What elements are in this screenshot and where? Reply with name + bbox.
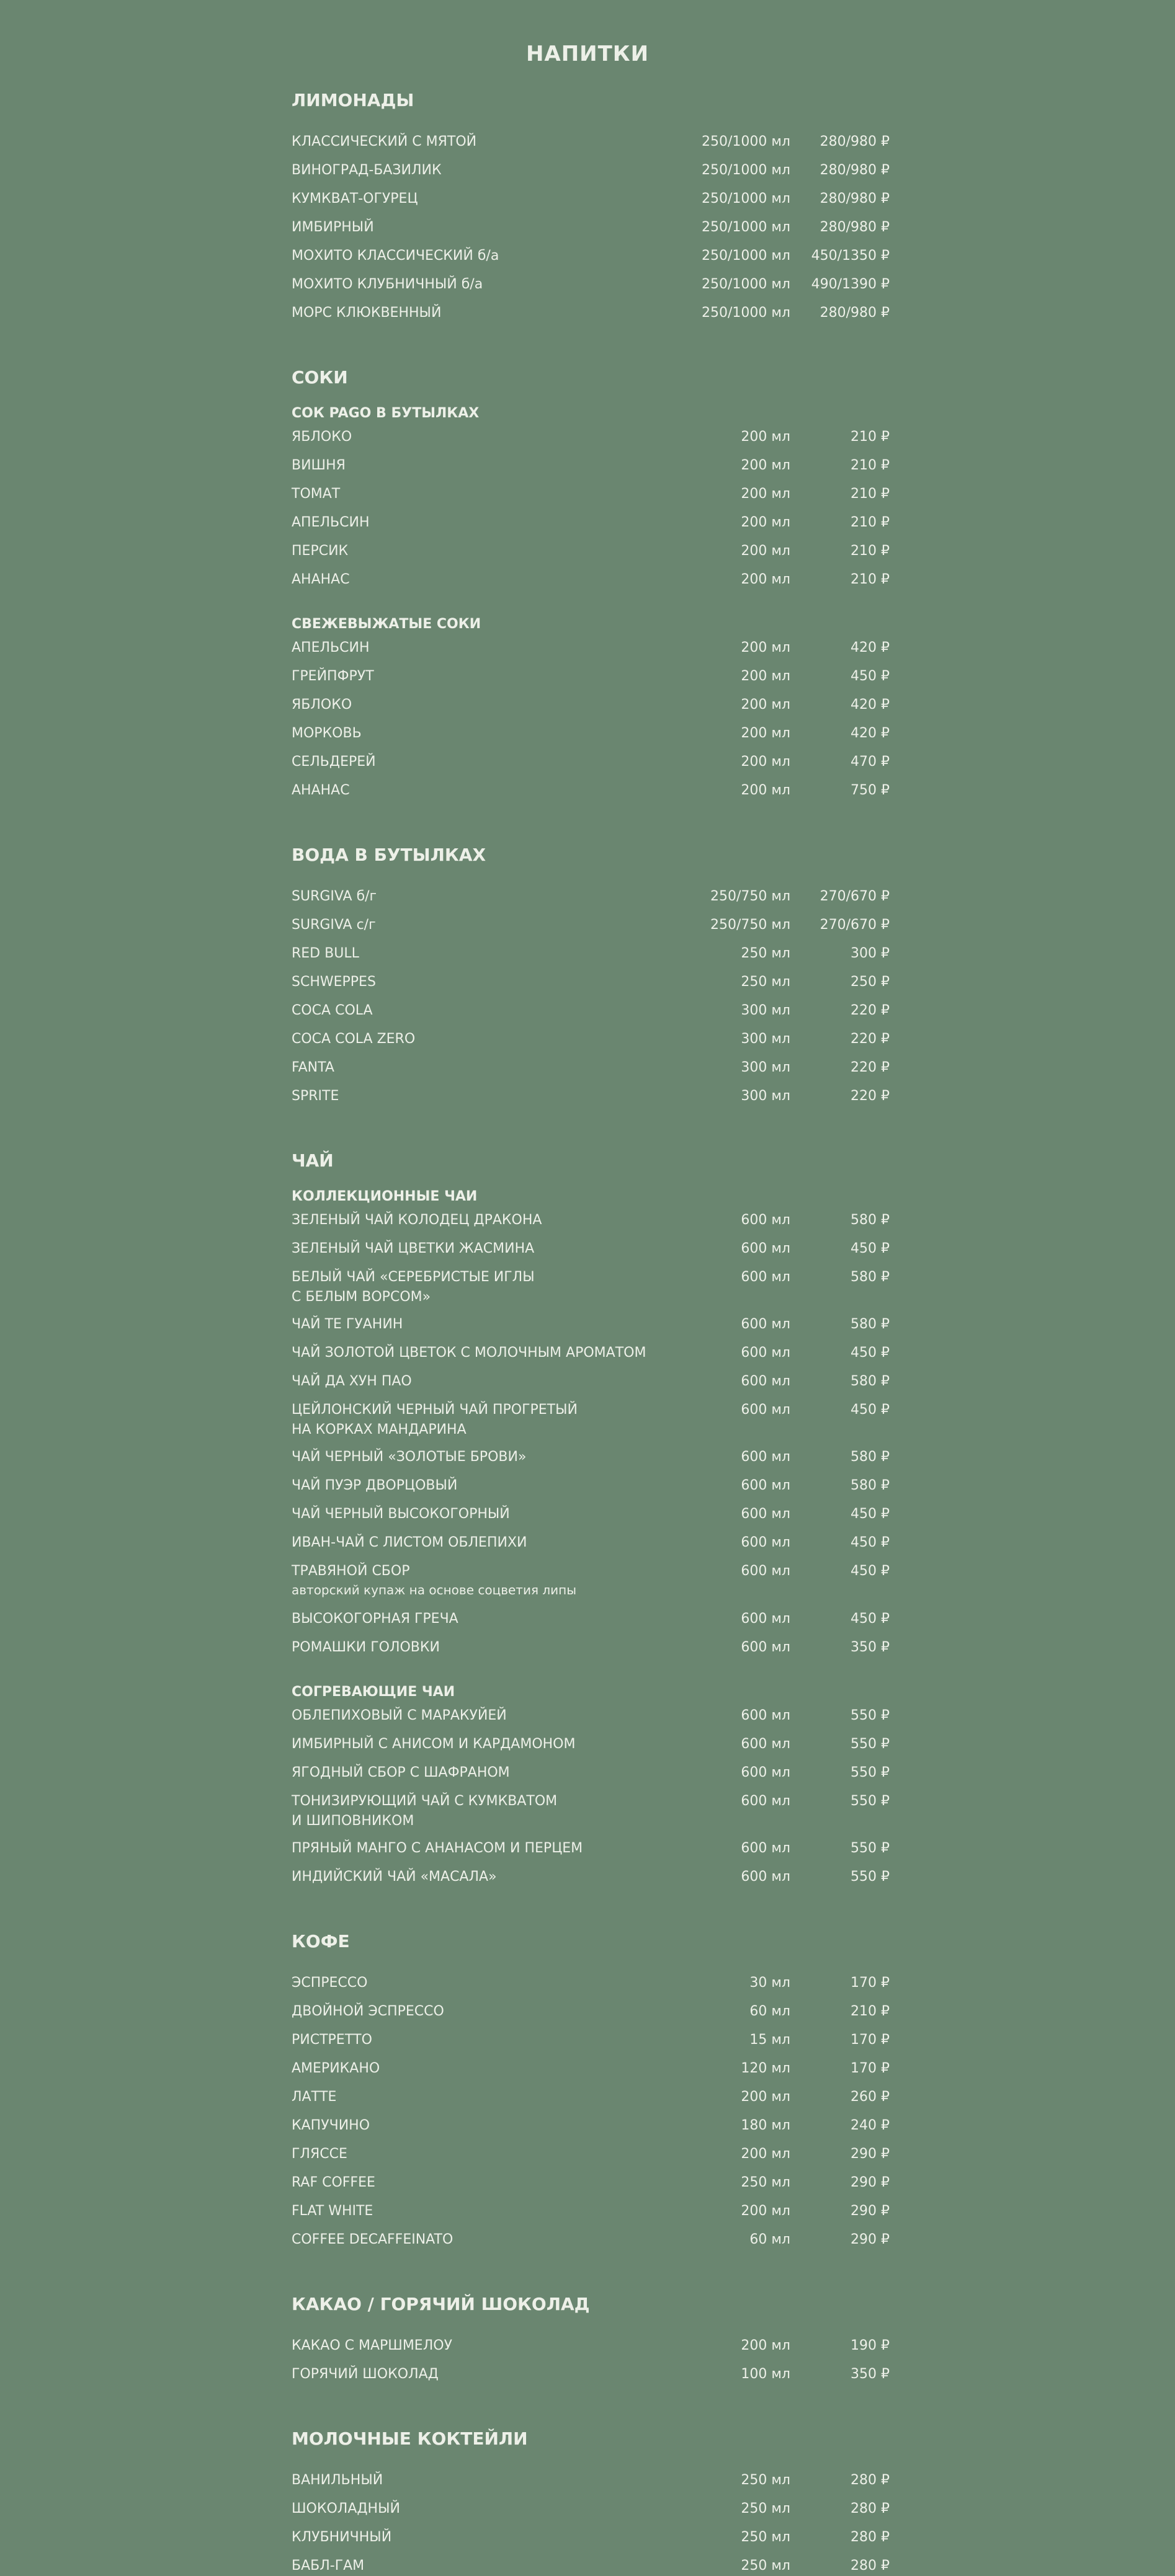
item-name <box>292 1343 689 1363</box>
item-name <box>292 915 689 935</box>
item-name <box>292 1839 689 1859</box>
item-price: 220 ₽ <box>851 1060 890 1075</box>
item-name-line: COFFEE DECAFFEINATO <box>292 2232 453 2247</box>
item-volume: 200 мл <box>741 668 790 684</box>
item-volume: 60 мл <box>749 2232 790 2247</box>
item-name-line: ГРЕЙПФРУТ <box>292 668 374 684</box>
item-price: 550 ₽ <box>851 1765 890 1780</box>
item-price: 290 ₽ <box>851 2146 890 2162</box>
item-name <box>292 1706 689 1726</box>
item-price: 580 ₽ <box>851 1374 890 1389</box>
item-price: 280/980 ₽ <box>820 134 890 149</box>
item-price: 290 ₽ <box>851 2175 890 2190</box>
item-name-line: И ШИПОВНИКОМ <box>292 1813 414 1829</box>
item-volume: 200 мл <box>741 458 790 473</box>
item-name-line: FANTA <box>292 1060 334 1075</box>
item-volume: 600 мл <box>741 1793 790 1809</box>
item-volume: 250/750 мл <box>710 889 790 904</box>
item-name <box>292 1029 689 1049</box>
item-volume: 300 мл <box>741 1003 790 1018</box>
item-price: 490/1390 ₽ <box>811 277 890 292</box>
subsection-title: КОЛЛЕКЦИОННЫЕ ЧАИ <box>292 1189 478 1204</box>
item-name <box>292 2144 689 2164</box>
item-volume: 250/1000 мл <box>701 277 790 292</box>
item-price: 170 ₽ <box>851 2061 890 2076</box>
item-price: 580 ₽ <box>851 1317 890 1332</box>
item-name <box>292 1763 689 1783</box>
item-name-line: КАПУЧИНО <box>292 2118 370 2133</box>
item-price: 210 ₽ <box>851 458 890 473</box>
item-volume: 250/1000 мл <box>701 134 790 149</box>
item-price: 550 ₽ <box>851 1841 890 1856</box>
item-name-line: ВИНОГРАД-БАЗИЛИК <box>292 162 442 178</box>
item-name-line: С БЕЛЫМ ВОРСОМ» <box>292 1289 431 1305</box>
item-price: 220 ₽ <box>851 1088 890 1104</box>
item-price: 210 ₽ <box>851 515 890 530</box>
item-name <box>292 161 689 180</box>
item-name-line: ЯБЛОКО <box>292 429 352 445</box>
item-name <box>292 887 689 907</box>
item-name-line: RED BULL <box>292 946 359 961</box>
item-name <box>292 752 689 772</box>
item-price: 580 ₽ <box>851 1478 890 1493</box>
item-price: 210 ₽ <box>851 2004 890 2019</box>
item-volume: 250/1000 мл <box>701 220 790 235</box>
item-volume: 200 мл <box>741 2338 790 2353</box>
item-name <box>292 2201 689 2221</box>
item-volume: 200 мл <box>741 486 790 502</box>
item-price: 550 ₽ <box>851 1708 890 1723</box>
item-name <box>292 218 689 238</box>
item-volume: 250/750 мл <box>710 917 790 933</box>
item-name-line: СЕЛЬДЕРЕЙ <box>292 754 376 770</box>
item-volume: 200 мл <box>741 640 790 655</box>
item-volume: 60 мл <box>749 2004 790 2019</box>
item-price: 450/1350 ₽ <box>811 248 890 264</box>
item-name-line: АНАНАС <box>292 783 350 798</box>
item-price: 280/980 ₽ <box>820 191 890 207</box>
item-price: 300 ₽ <box>851 946 890 961</box>
item-price: 450 ₽ <box>851 1611 890 1627</box>
item-volume: 250 мл <box>741 2529 790 2545</box>
item-name <box>292 246 689 266</box>
item-name <box>292 724 689 744</box>
item-volume: 600 мл <box>741 1640 790 1655</box>
item-volume: 250/1000 мл <box>701 248 790 264</box>
item-name-line: ИМБИРНЫЙ С АНИСОМ И КАРДАМОНОМ <box>292 1736 576 1752</box>
item-price: 270/670 ₽ <box>820 917 890 933</box>
item-name-line: SCHWEPPES <box>292 974 376 990</box>
item-name-line: ДВОЙНОЙ ЭСПРЕССО <box>292 2004 444 2019</box>
item-price: 420 ₽ <box>851 726 890 741</box>
item-name-line: БАБЛ-ГАМ <box>292 2558 365 2574</box>
item-name-line: АПЕЛЬСИН <box>292 515 370 530</box>
item-price: 290 ₽ <box>851 2232 890 2247</box>
item-name <box>292 781 689 801</box>
item-price: 350 ₽ <box>851 2366 890 2382</box>
item-name-line: МОРКОВЬ <box>292 726 362 741</box>
item-volume: 600 мл <box>741 1869 790 1885</box>
item-price: 350 ₽ <box>851 1640 890 1655</box>
item-name <box>292 1792 689 1831</box>
item-volume: 250 мл <box>741 2558 790 2574</box>
item-name <box>292 695 689 715</box>
item-volume: 200 мл <box>741 2203 790 2219</box>
item-volume: 200 мл <box>741 754 790 770</box>
item-name <box>292 1447 689 1467</box>
item-name <box>292 1086 689 1106</box>
item-name <box>292 1867 689 1887</box>
item-volume: 250 мл <box>741 2472 790 2488</box>
item-name-line: ГОРЯЧИЙ ШОКОЛАД <box>292 2366 439 2382</box>
section-title: МОЛОЧНЫЕ КОКТЕЙЛИ <box>292 2428 528 2449</box>
item-name-line: ЧАЙ ЧЕРНЫЙ «ЗОЛОТЫЕ БРОВИ» <box>292 1449 527 1465</box>
item-name-line: МОХИТО КЛУБНИЧНЫЙ б/а <box>292 277 483 292</box>
item-volume: 250/1000 мл <box>701 191 790 207</box>
item-price: 240 ₽ <box>851 2118 890 2133</box>
item-name-line: АМЕРИКАНО <box>292 2061 380 2076</box>
item-volume: 30 мл <box>749 1975 790 1991</box>
item-name-line: КЛУБНИЧНЫЙ <box>292 2529 392 2545</box>
item-price: 450 ₽ <box>851 1241 890 1256</box>
item-price: 580 ₽ <box>851 1449 890 1465</box>
item-volume: 600 мл <box>741 1563 790 1579</box>
item-name-line: ВАНИЛЬНЫЙ <box>292 2472 383 2488</box>
item-name-line: ЯБЛОКО <box>292 697 352 713</box>
item-name-line: ЯГОДНЫЙ СБОР С ШАФРАНОМ <box>292 1765 510 1780</box>
item-volume: 200 мл <box>741 697 790 713</box>
item-volume: 250 мл <box>741 2175 790 2190</box>
item-price: 420 ₽ <box>851 640 890 655</box>
item-price: 450 ₽ <box>851 1345 890 1361</box>
item-name <box>292 570 689 590</box>
item-price: 280 ₽ <box>851 2558 890 2574</box>
item-name-line: ТОМАТ <box>292 486 341 502</box>
item-name <box>292 1268 689 1307</box>
item-name <box>292 484 689 504</box>
item-name <box>292 1561 689 1599</box>
item-volume: 600 мл <box>741 1212 790 1228</box>
item-price: 280 ₽ <box>851 2472 890 2488</box>
item-name <box>292 1476 689 1496</box>
item-price: 550 ₽ <box>851 1793 890 1809</box>
item-name <box>292 1400 689 1440</box>
item-volume: 200 мл <box>741 783 790 798</box>
item-name <box>292 456 689 476</box>
item-volume: 600 мл <box>741 1402 790 1418</box>
item-price: 280/980 ₽ <box>820 220 890 235</box>
item-price: 750 ₽ <box>851 783 890 798</box>
item-price: 280/980 ₽ <box>820 162 890 178</box>
item-price: 580 ₽ <box>851 1269 890 1285</box>
section-title: КАКАО / ГОРЯЧИЙ ШОКОЛАД <box>292 2294 590 2314</box>
item-name-line: НА КОРКАХ МАНДАРИНА <box>292 1422 467 1437</box>
item-price: 450 ₽ <box>851 1535 890 1550</box>
item-name <box>292 1315 689 1335</box>
item-name <box>292 1638 689 1658</box>
item-price: 280 ₽ <box>851 2501 890 2516</box>
item-name-line: КУМКВАТ-ОГУРЕЦ <box>292 191 418 207</box>
item-volume: 600 мл <box>741 1317 790 1332</box>
item-volume: 300 мл <box>741 1031 790 1047</box>
item-name <box>292 2030 689 2050</box>
item-price: 220 ₽ <box>851 1031 890 1047</box>
item-name-line: SURGIVA б/г <box>292 889 377 904</box>
item-name <box>292 972 689 992</box>
item-name-line: ШОКОЛАДНЫЙ <box>292 2501 400 2516</box>
item-name-line: COCA COLA ZERO <box>292 1031 416 1047</box>
item-name-line: ЦЕЙЛОНСКИЙ ЧЕРНЫЙ ЧАЙ ПРОГРЕТЫЙ <box>292 1402 578 1418</box>
item-name <box>292 132 689 152</box>
item-price: 550 ₽ <box>851 1869 890 1885</box>
item-name <box>292 1533 689 1553</box>
item-name <box>292 638 689 658</box>
item-name-line: ИВАН-ЧАЙ С ЛИСТОМ ОБЛЕПИХИ <box>292 1535 527 1550</box>
item-volume: 120 мл <box>741 2061 790 2076</box>
page-title: НАПИТКИ <box>525 42 650 66</box>
item-name-line: ЗЕЛЕНЫЙ ЧАЙ ЦВЕТКИ ЖАСМИНА <box>292 1241 535 1256</box>
item-name <box>292 2116 689 2136</box>
item-name-line: ЧАЙ ТЕ ГУАНИН <box>292 1317 403 1332</box>
item-name-line: ЧАЙ ЗОЛОТОЙ ЦВЕТОК С МОЛОЧНЫМ АРОМАТОМ <box>292 1345 646 1361</box>
item-volume: 300 мл <box>741 1088 790 1104</box>
item-name-line: АНАНАС <box>292 572 350 587</box>
item-name <box>292 2087 689 2107</box>
item-name <box>292 541 689 561</box>
item-name-line: ПЕРСИК <box>292 543 349 559</box>
item-price: 250 ₽ <box>851 974 890 990</box>
item-volume: 600 мл <box>741 1611 790 1627</box>
item-price: 450 ₽ <box>851 668 890 684</box>
item-volume: 250/1000 мл <box>701 162 790 178</box>
item-name-line: КАКАО С МАРШМЕЛОУ <box>292 2338 452 2353</box>
item-price: 170 ₽ <box>851 2032 890 2048</box>
item-name-line: SPRITE <box>292 1088 339 1104</box>
item-price: 190 ₽ <box>851 2338 890 2353</box>
item-name-line: МОРС КЛЮКВЕННЫЙ <box>292 305 442 321</box>
item-name-line: ЧАЙ ПУЭР ДВОРЦОВЫЙ <box>292 1478 458 1493</box>
item-name-line: ВИШНЯ <box>292 458 346 473</box>
item-price: 450 ₽ <box>851 1506 890 1522</box>
section-title: ЛИМОНАДЫ <box>292 90 414 110</box>
item-volume: 600 мл <box>741 1269 790 1285</box>
item-name-line: АПЕЛЬСИН <box>292 640 370 655</box>
item-volume: 200 мл <box>741 726 790 741</box>
item-name-line: RAF COFFEE <box>292 2175 375 2190</box>
item-volume: 600 мл <box>741 1345 790 1361</box>
item-name-line: РИСТРЕТТО <box>292 2032 372 2048</box>
item-name-line: ПРЯНЫЙ МАНГО С АНАНАСОМ И ПЕРЦЕМ <box>292 1841 583 1856</box>
item-name-line: ВЫСОКОГОРНАЯ ГРЕЧА <box>292 1611 458 1627</box>
item-price: 470 ₽ <box>851 754 890 770</box>
item-name <box>292 2173 689 2193</box>
item-name-line: ГЛЯССЕ <box>292 2146 347 2162</box>
item-volume: 200 мл <box>741 572 790 587</box>
item-volume: 250/1000 мл <box>701 305 790 321</box>
item-price: 290 ₽ <box>851 2203 890 2219</box>
section-title: КОФЕ <box>292 1931 350 1952</box>
item-name <box>292 667 689 686</box>
item-volume: 600 мл <box>741 1449 790 1465</box>
subsection-title: СОГРЕВАЮЩИЕ ЧАИ <box>292 1684 455 1700</box>
section-title: ЧАЙ <box>292 1150 334 1171</box>
item-price: 280 ₽ <box>851 2529 890 2545</box>
item-name-line: ОБЛЕПИХОВЫЙ С МАРАКУЙЕЙ <box>292 1708 507 1723</box>
item-name <box>292 1210 689 1230</box>
item-volume: 15 мл <box>749 2032 790 2048</box>
item-name-line: ЧАЙ ЧЕРНЫЙ ВЫСОКОГОРНЫЙ <box>292 1506 510 1522</box>
item-volume: 250 мл <box>741 974 790 990</box>
item-volume: 200 мл <box>741 2146 790 2162</box>
item-name-line: МОХИТО КЛАССИЧЕСКИЙ б/а <box>292 248 499 264</box>
item-price: 210 ₽ <box>851 429 890 445</box>
item-price: 550 ₽ <box>851 1736 890 1752</box>
item-price: 210 ₽ <box>851 486 890 502</box>
item-name-line: ЧАЙ ДА ХУН ПАО <box>292 1374 412 1389</box>
item-volume: 250 мл <box>741 946 790 961</box>
item-volume: 200 мл <box>741 543 790 559</box>
item-volume: 100 мл <box>741 2366 790 2382</box>
item-volume: 300 мл <box>741 1060 790 1075</box>
item-price: 220 ₽ <box>851 1003 890 1018</box>
item-name-line: SURGIVA с/г <box>292 917 376 933</box>
item-volume: 180 мл <box>741 2118 790 2133</box>
item-name <box>292 427 689 447</box>
section-title: СОКИ <box>292 367 348 388</box>
item-name <box>292 2002 689 2022</box>
item-volume: 600 мл <box>741 1535 790 1550</box>
item-volume: 600 мл <box>741 1478 790 1493</box>
item-name <box>292 1239 689 1259</box>
item-volume: 250 мл <box>741 2501 790 2516</box>
item-name-line: ЗЕЛЕНЫЙ ЧАЙ КОЛОДЕЦ ДРАКОНА <box>292 1212 542 1228</box>
item-name <box>292 1973 689 1993</box>
item-volume: 600 мл <box>741 1506 790 1522</box>
item-volume: 200 мл <box>741 429 790 445</box>
item-price: 450 ₽ <box>851 1402 890 1418</box>
item-name <box>292 275 689 295</box>
item-price: 420 ₽ <box>851 697 890 713</box>
item-name-line: FLAT WHITE <box>292 2203 373 2219</box>
item-name-line: COCA COLA <box>292 1003 373 1018</box>
item-name <box>292 944 689 964</box>
item-name-line: ИМБИРНЫЙ <box>292 220 374 235</box>
item-name-line: БЕЛЫЙ ЧАЙ «СЕРЕБРИСТЫЕ ИГЛЫ <box>292 1269 535 1285</box>
item-price: 210 ₽ <box>851 543 890 559</box>
item-price: 170 ₽ <box>851 1975 890 1991</box>
item-volume: 200 мл <box>741 2089 790 2105</box>
item-name-line: КЛАССИЧЕСКИЙ С МЯТОЙ <box>292 134 477 149</box>
item-price: 450 ₽ <box>851 1563 890 1579</box>
item-volume: 600 мл <box>741 1765 790 1780</box>
item-name-line: ИНДИЙСКИЙ ЧАЙ «МАСАЛА» <box>292 1869 497 1885</box>
item-name <box>292 2059 689 2079</box>
item-name-line: ЭСПРЕССО <box>292 1975 368 1991</box>
item-name <box>292 1734 689 1754</box>
item-volume: 600 мл <box>741 1708 790 1723</box>
item-name <box>292 2365 689 2384</box>
item-volume: 600 мл <box>741 1241 790 1256</box>
item-name <box>292 513 689 533</box>
item-name-line: ТОНИЗИРУЮЩИЙ ЧАЙ С КУМКВАТОМ <box>292 1793 558 1809</box>
subsection-title: СВЕЖЕВЫЖАТЫЕ СОКИ <box>292 616 481 632</box>
item-price: 280/980 ₽ <box>820 305 890 321</box>
item-name-line: РОМАШКИ ГОЛОВКИ <box>292 1640 440 1655</box>
item-name <box>292 1504 689 1524</box>
item-name-line: ТРАВЯНОЙ СБОР <box>292 1563 410 1579</box>
item-name <box>292 2556 689 2576</box>
item-name <box>292 2499 689 2519</box>
item-name <box>292 303 689 323</box>
item-name <box>292 189 689 209</box>
item-name <box>292 2528 689 2547</box>
item-name <box>292 2471 689 2490</box>
item-name <box>292 1372 689 1392</box>
item-price: 270/670 ₽ <box>820 889 890 904</box>
item-price: 210 ₽ <box>851 572 890 587</box>
item-volume: 200 мл <box>741 515 790 530</box>
item-volume: 600 мл <box>741 1841 790 1856</box>
item-name <box>292 1001 689 1021</box>
item-price: 260 ₽ <box>851 2089 890 2105</box>
item-name <box>292 2230 689 2250</box>
item-price: 580 ₽ <box>851 1212 890 1228</box>
item-name-line: ЛАТТЕ <box>292 2089 337 2105</box>
item-volume: 600 мл <box>741 1374 790 1389</box>
item-name <box>292 2336 689 2356</box>
item-note: авторский купаж на основе соцветия липы <box>292 1583 576 1597</box>
item-name <box>292 1058 689 1078</box>
subsection-title: СОК PAGO В БУТЫЛКАХ <box>292 406 480 421</box>
item-volume: 600 мл <box>741 1736 790 1752</box>
section-title: ВОДА В БУТЫЛКАХ <box>292 845 486 865</box>
item-name <box>292 1609 689 1629</box>
